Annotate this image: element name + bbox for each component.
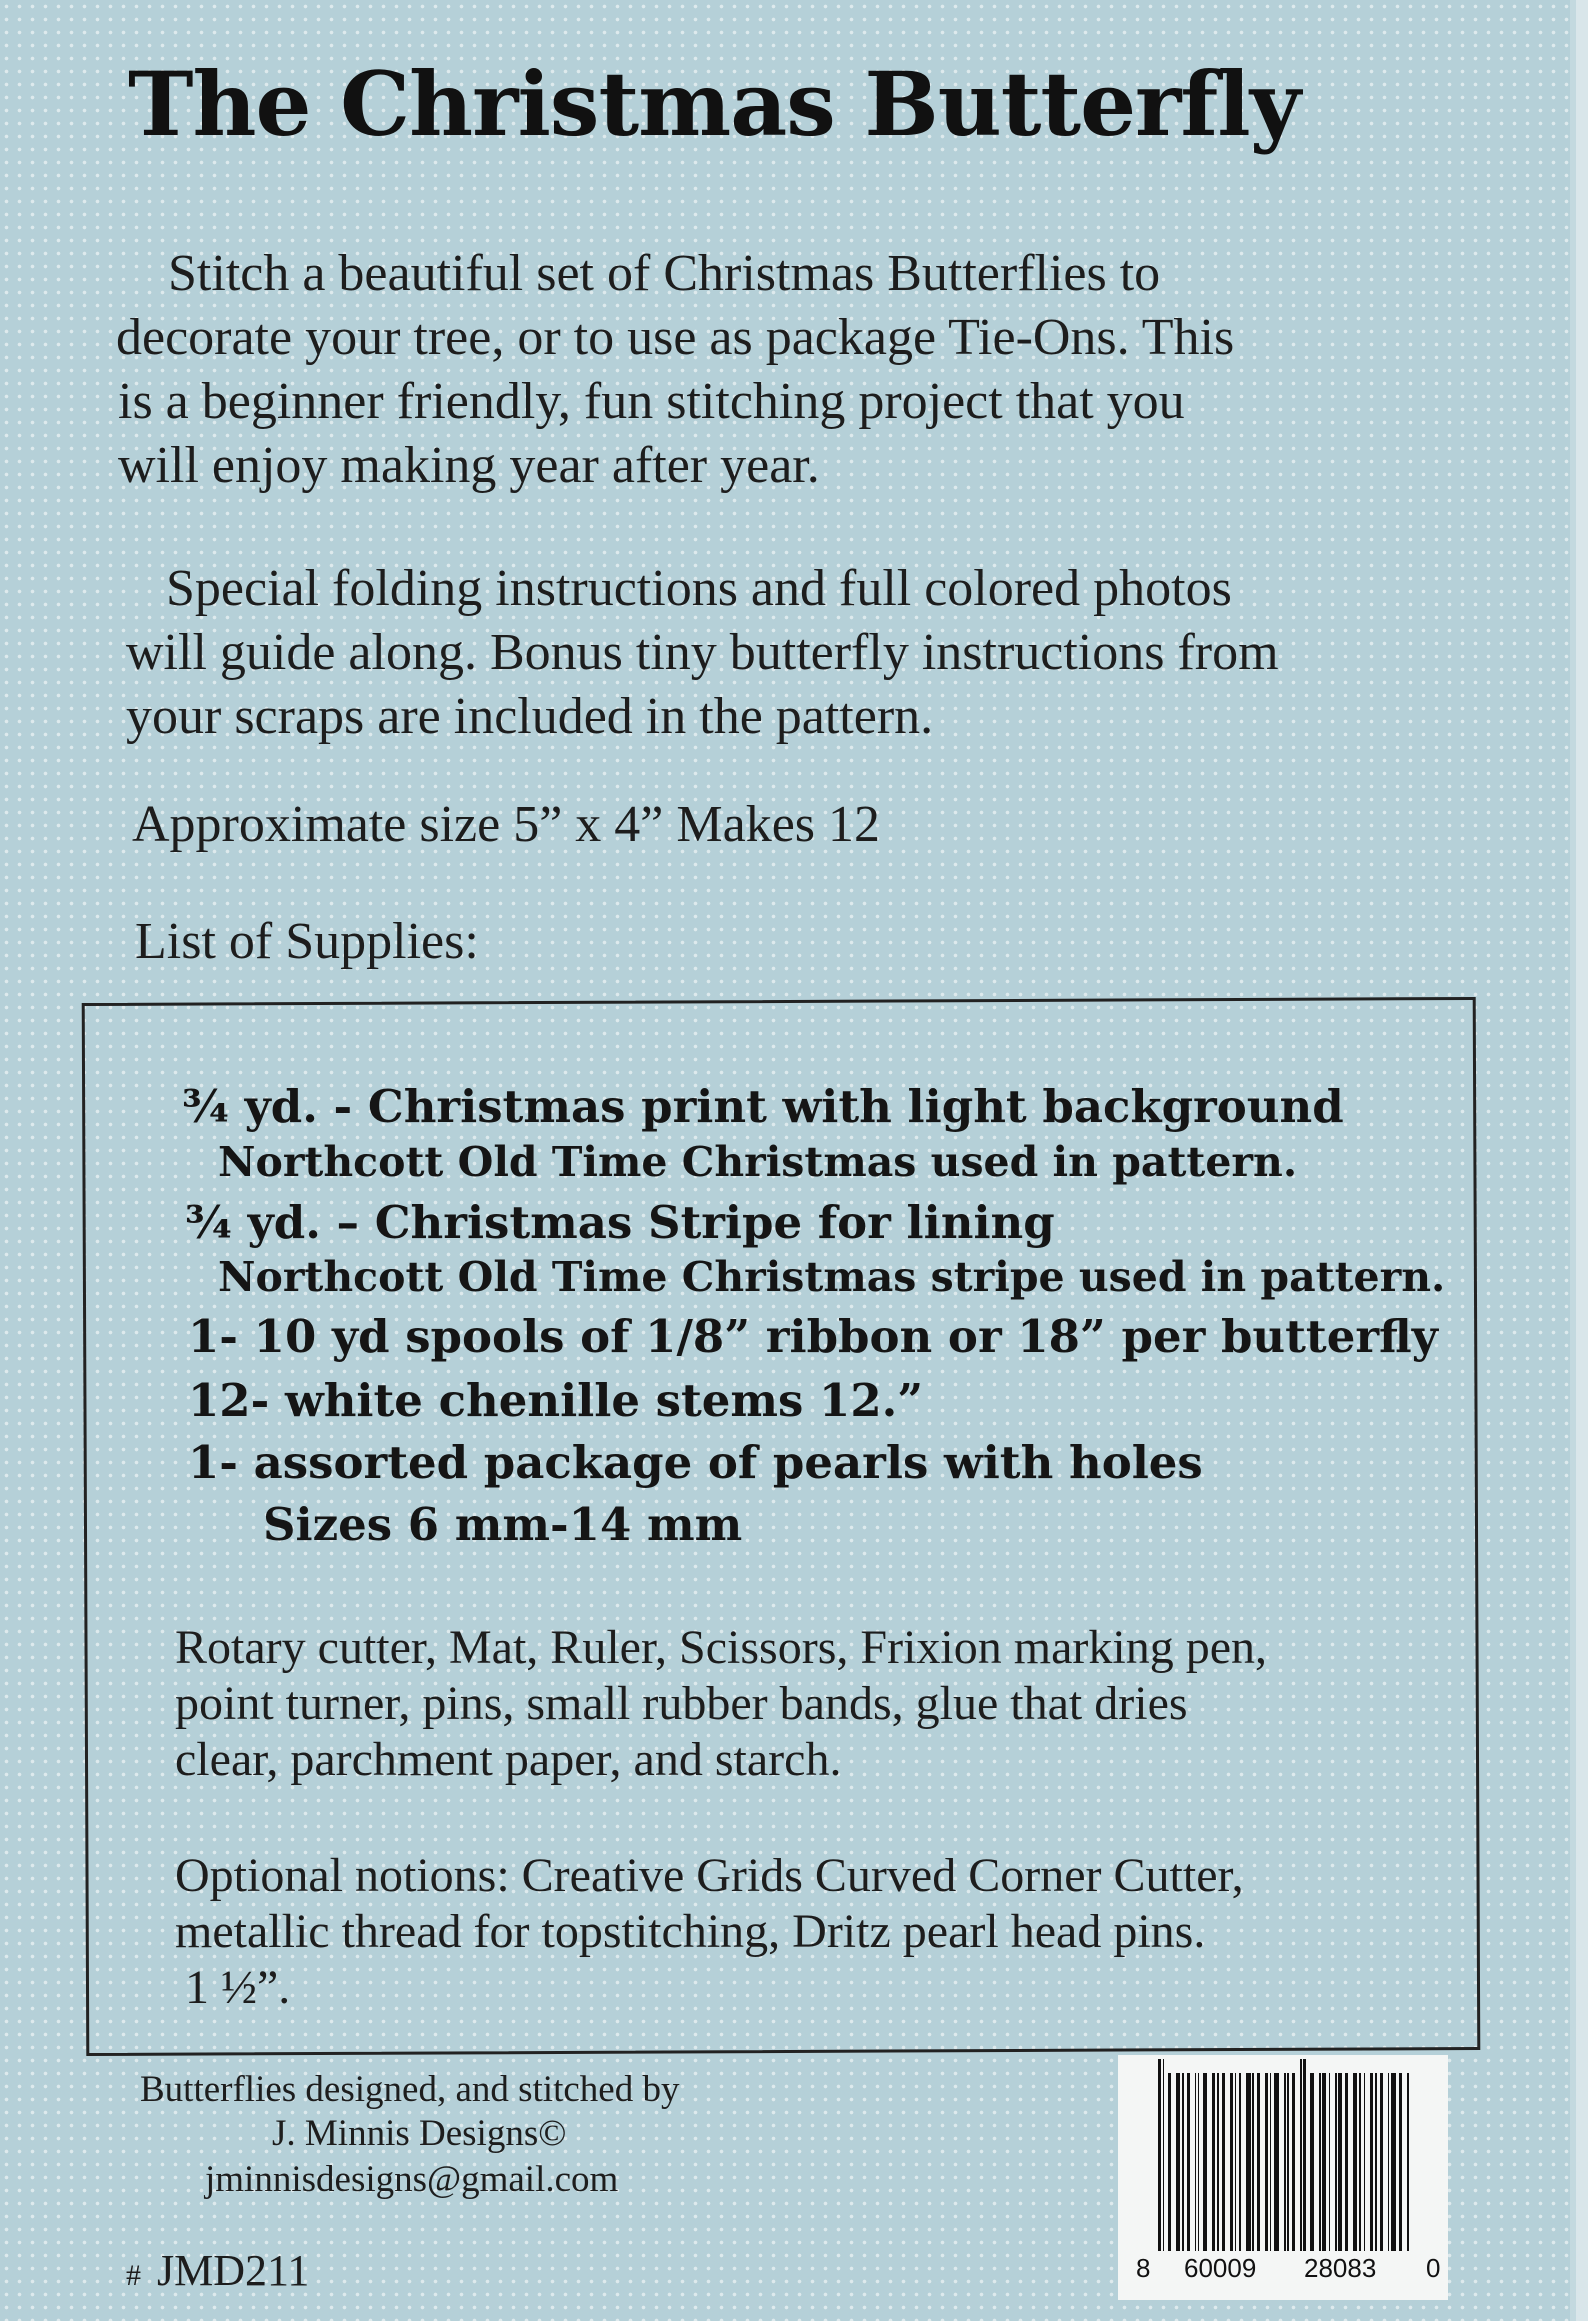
barcode-bar (1359, 2073, 1361, 2251)
barcode-bar (1380, 2073, 1383, 2251)
sku-code: JMD211 (157, 2246, 310, 2295)
barcode-bar (1388, 2073, 1390, 2251)
barcode-bar (1187, 2073, 1190, 2251)
barcode-digit: 0 (1426, 2253, 1441, 2283)
barcode-bar (1212, 2073, 1215, 2251)
sku (126, 2245, 309, 2296)
barcode-bar (1292, 2073, 1295, 2251)
barcode-bar (1407, 2073, 1409, 2251)
barcode-bars (1158, 2073, 1416, 2251)
barcode-bar (1310, 2073, 1315, 2251)
barcode-bar (1217, 2073, 1219, 2251)
supply-item: ¾ yd. - Christmas print with light background (182, 1080, 1344, 1133)
barcode-digit: 28083 (1304, 2253, 1377, 2283)
barcode-bar (1158, 2059, 1161, 2251)
barcode-bar (1300, 2059, 1302, 2251)
supply-item: 1- assorted package of pearls with holes (188, 1436, 1203, 1489)
barcode-bar (1364, 2073, 1366, 2251)
page-title: The Christmas Butterfly (128, 52, 1300, 156)
barcode-bar (1270, 2073, 1272, 2251)
cover-edge (1576, 0, 1588, 2321)
barcode-bar (1353, 2073, 1358, 2251)
barcode-bar (1198, 2073, 1200, 2251)
barcode-bar (1319, 2073, 1321, 2251)
size-text: Approximate size 5” x 4” Makes 12 (132, 796, 881, 853)
barcode-bar (1265, 2073, 1268, 2251)
supply-note: Sizes 6 mm-14 mm (263, 1498, 743, 1551)
credit-designer: J. Minnis Designs© (272, 2113, 567, 2154)
tools-paragraph (175, 1620, 1455, 1788)
barcode-bar (1284, 2073, 1286, 2251)
optional-line: 1 ½”. (185, 1961, 291, 2014)
barcode-bar (1203, 2073, 1208, 2251)
intro-line: will enjoy making year after year. (118, 437, 820, 494)
barcode-bar (1345, 2073, 1348, 2251)
sku-hash: # (126, 2259, 141, 2292)
barcode-bar (1163, 2059, 1165, 2251)
intro-line: is a beginner friendly, fun stitching project that you (118, 373, 1185, 430)
barcode-bar (1230, 2073, 1233, 2251)
tools-line: point turner, pins, small rubber bands, glue that dries (175, 1677, 1188, 1730)
barcode-bar (1335, 2073, 1337, 2251)
barcode-bar (1399, 2073, 1402, 2251)
barcode-bar (1246, 2073, 1251, 2251)
supply-note: Northcott Old Time Christmas stripe used in pattern. (218, 1253, 1446, 1301)
barcode-bar (1195, 2073, 1197, 2251)
barcode-bar (1322, 2073, 1325, 2251)
barcode-bar (1287, 2073, 1289, 2251)
barcode-bar (1338, 2073, 1341, 2251)
barcode-bar (1182, 2073, 1184, 2251)
intro-line: Stitch a beautiful set of Christmas Butterflies to (168, 245, 1161, 302)
barcode-bar (1252, 2073, 1254, 2251)
intro-paragraph (118, 242, 1438, 498)
credit-line: Butterflies designed, and stitched by (140, 2069, 680, 2110)
barcode-bar (1257, 2073, 1260, 2251)
optional-line: metallic thread for topstitching, Dritz pearl head pins. (175, 1905, 1206, 1958)
barcode-bar (1274, 2073, 1279, 2251)
optional-paragraph (175, 1848, 1455, 2016)
instructions-line: Special folding instructions and full colored photos (166, 560, 1232, 617)
supply-item: ¾ yd. – Christmas Stripe for lining (185, 1196, 1055, 1249)
tools-line: clear, parchment paper, and starch. (175, 1733, 842, 1786)
credit-email: jminnisdesigns@gmail.com (205, 2159, 619, 2200)
barcode-bar (1176, 2073, 1181, 2251)
barcode-bar (1391, 2073, 1396, 2251)
tools-line: Rotary cutter, Mat, Ruler, Scissors, Frixion marking pen, (175, 1621, 1267, 1674)
barcode-bar (1303, 2059, 1306, 2251)
barcode (1118, 2055, 1448, 2300)
supplies-heading: List of Supplies: (135, 913, 479, 970)
supply-item: 12- white chenille stems 12.” (188, 1374, 924, 1427)
supply-item: 1- 10 yd spools of 1/8” ribbon or 18” per butterfly (188, 1310, 1438, 1363)
optional-line: Optional notions: Creative Grids Curved Corner Cutter, (175, 1849, 1244, 1902)
barcode-bar (1235, 2073, 1237, 2251)
instructions-paragraph (126, 557, 1446, 749)
intro-line: decorate your tree, or to use as package Tie-Ons. This (116, 309, 1235, 366)
barcode-bar (1370, 2073, 1373, 2251)
supply-note: Northcott Old Time Christmas used in pattern. (218, 1138, 1298, 1186)
barcode-bar (1222, 2073, 1225, 2251)
instructions-line: will guide along. Bonus tiny butterfly instructions from (126, 624, 1279, 681)
barcode-digit: 60009 (1184, 2253, 1257, 2283)
barcode-bar (1375, 2073, 1377, 2251)
barcode-bar (1329, 2073, 1331, 2251)
barcode-digit: 8 (1136, 2253, 1151, 2283)
barcode-bar (1239, 2073, 1241, 2251)
instructions-line: your scraps are included in the pattern. (126, 688, 934, 745)
barcode-bar (1168, 2073, 1171, 2251)
